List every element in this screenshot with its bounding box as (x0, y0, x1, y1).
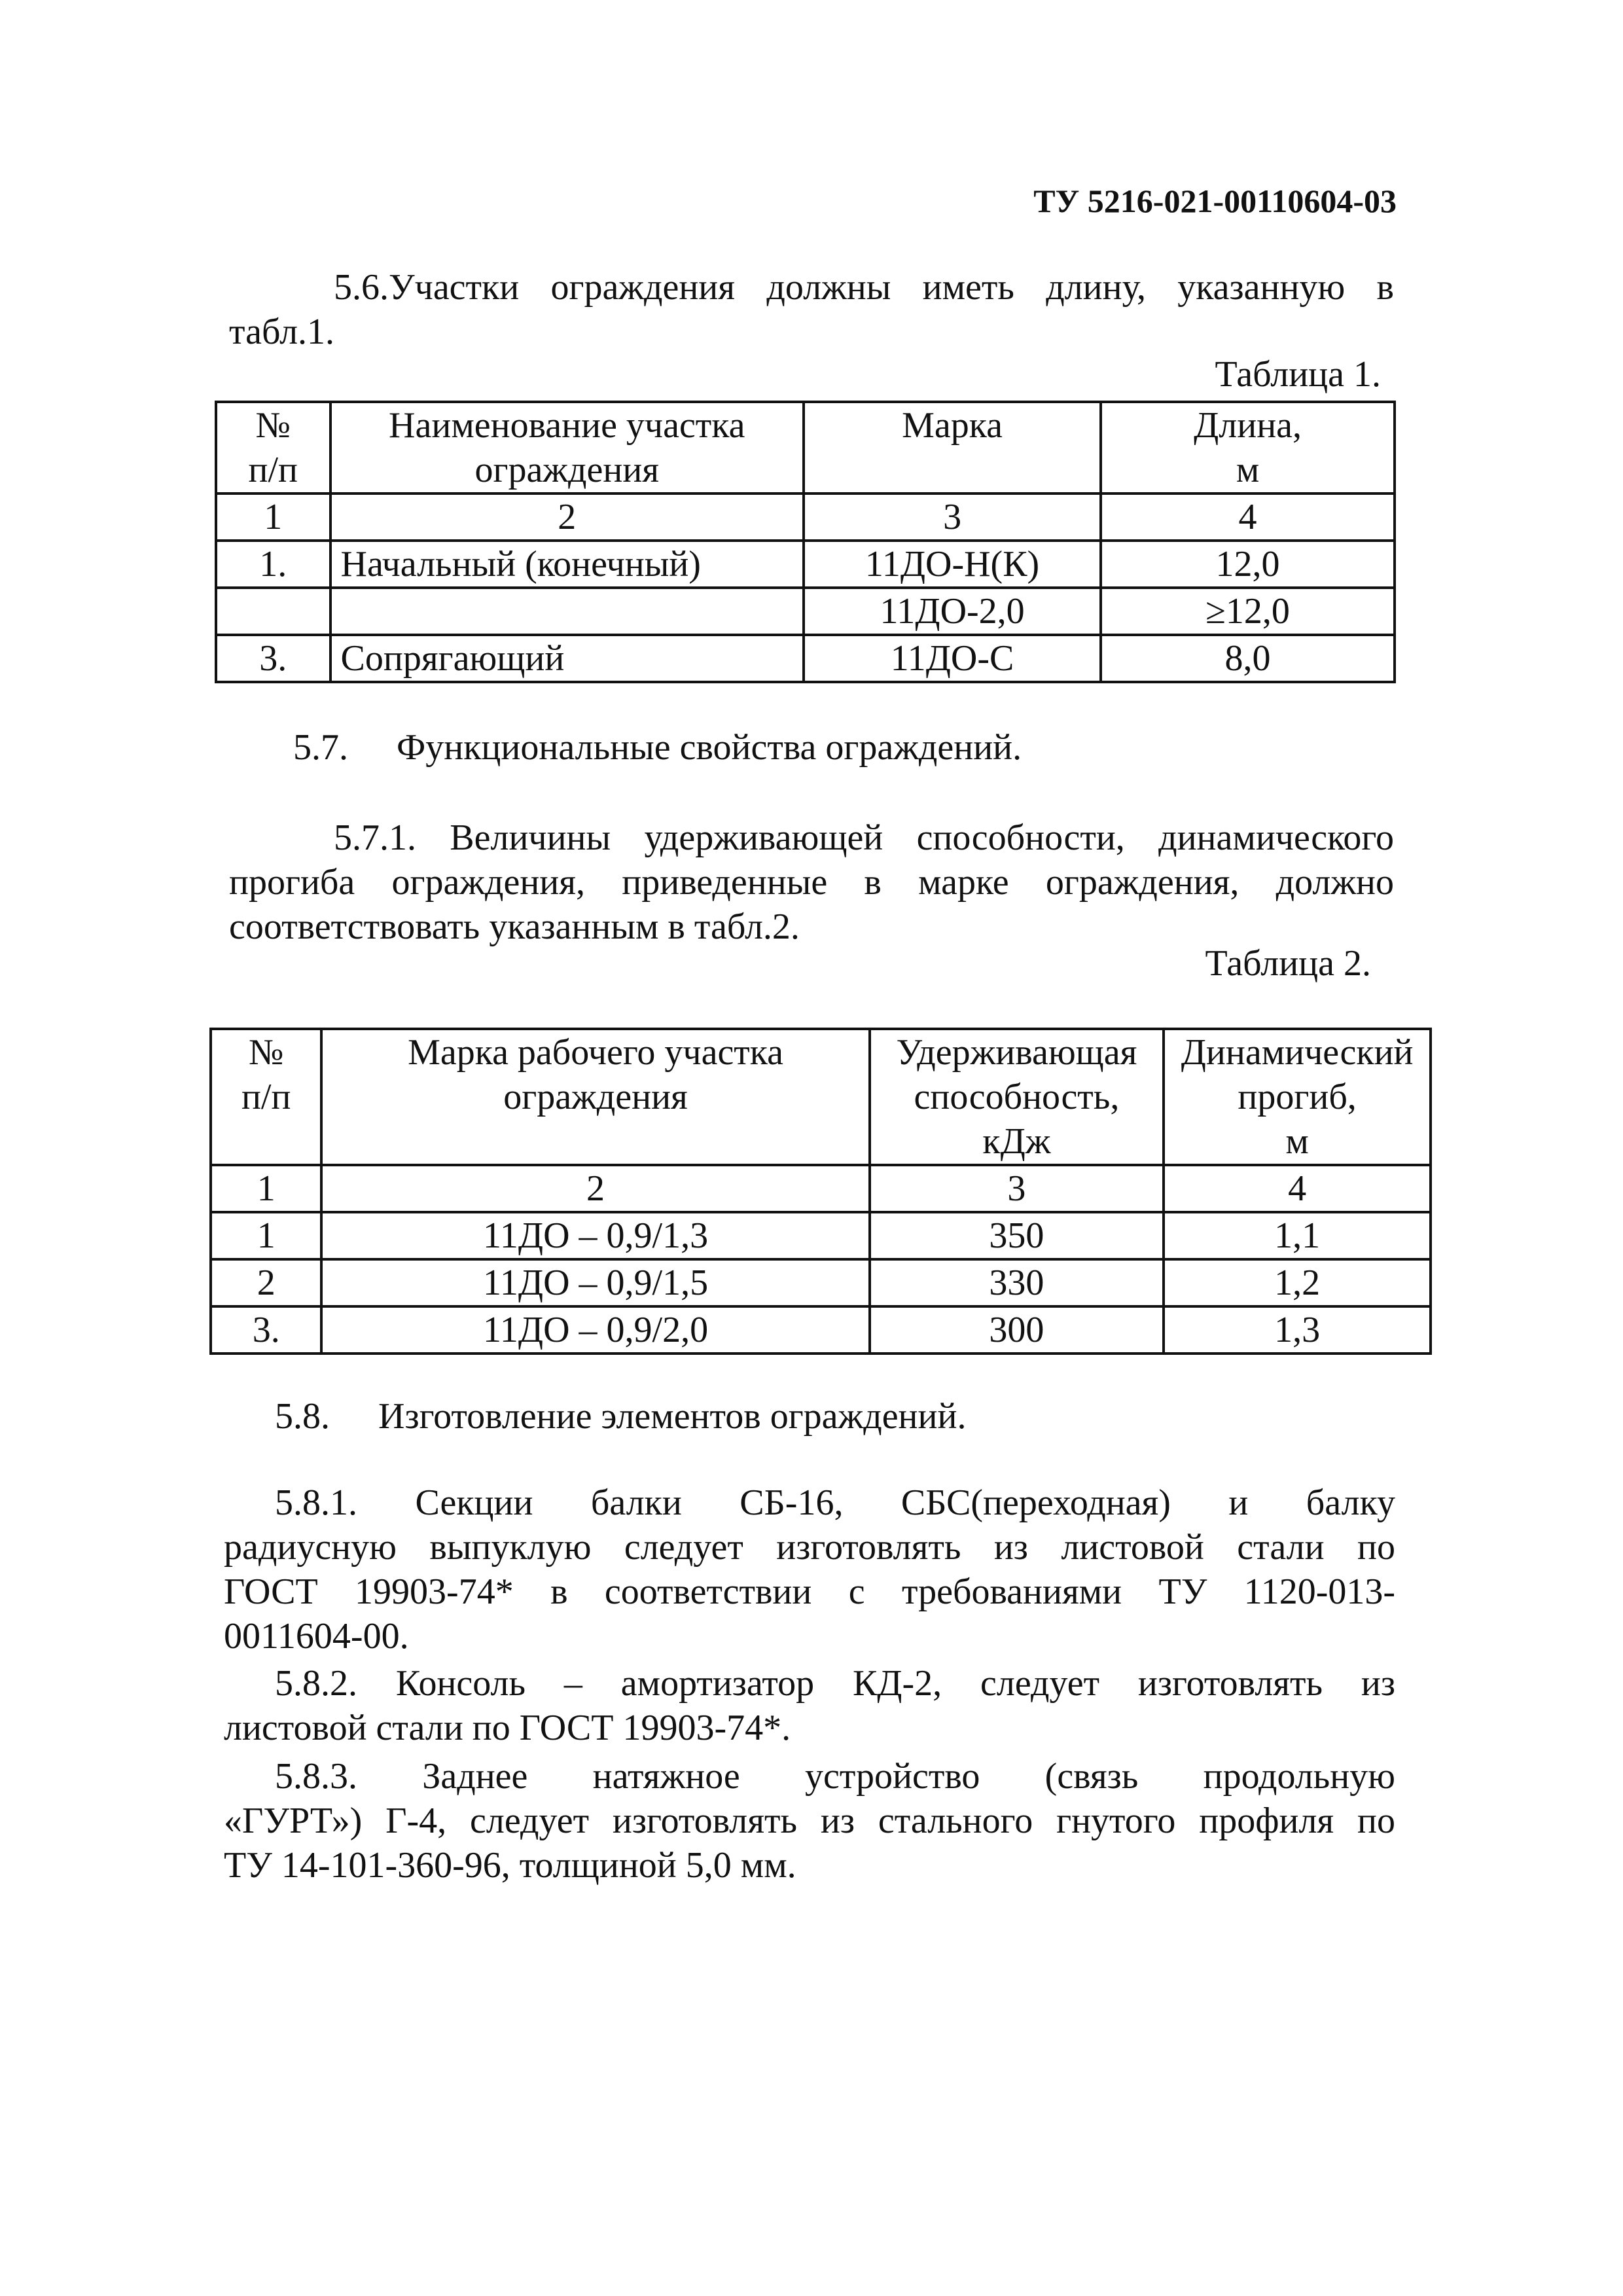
section-5-8-title: Изготовление элементов ограждений. (378, 1396, 967, 1437)
paragraph-5-8-2-line1: 5.8.2. Консоль – амортизатор КД-2, следует изготовлять из (275, 1663, 1395, 1704)
section-5-7-title: Функциональные свойства ограждений. (397, 727, 1022, 768)
table1-header-cell (804, 402, 1101, 493)
table1-header-cell (216, 402, 330, 493)
paragraph-5-6-line2: табл.1. (229, 312, 335, 352)
table1-header-cell (1101, 402, 1395, 493)
table2-header-text: Марка рабочего участка (408, 1032, 783, 1073)
table1-header-row (216, 402, 1395, 493)
paragraph-5-8-3 (224, 1754, 1395, 1888)
table2-header-text: ограждения (503, 1077, 688, 1117)
table2-header-text: способность, (914, 1077, 1120, 1117)
table2-cell: 11ДО – 0,9/1,3 (321, 1212, 869, 1259)
table1-cell: 11ДО-С (804, 635, 1101, 682)
table2-row (211, 1259, 1431, 1306)
section-5-8-heading (275, 1395, 966, 1437)
table2-cell: 350 (870, 1212, 1164, 1259)
table2-cell: 2 (211, 1259, 321, 1306)
table1-cell: 1. (216, 541, 330, 588)
table2-cell: 1 (211, 1212, 321, 1259)
table1-row (216, 541, 1395, 588)
paragraph-5-8-1 (224, 1480, 1395, 1659)
table1-row (216, 588, 1395, 635)
document-code: ТУ 5216-021-00110604-03 (1033, 183, 1397, 219)
table1-numbering-row (216, 493, 1395, 541)
table1-cell: 1 (216, 493, 330, 541)
paragraph-5-8-1-line2: радиусную выпуклую следует изготовлять из листовой стали по (224, 1527, 1395, 1568)
paragraph-5-8-3-line2: «ГУРТ») Г-4, следует изготовлять из стального гнутого профиля по (224, 1801, 1395, 1841)
table2-cell: 2 (321, 1165, 869, 1212)
paragraph-5-6 (229, 265, 1394, 354)
table1-header-text: п/п (248, 450, 298, 490)
table1-cell: 12,0 (1101, 541, 1395, 588)
table2-header-row (211, 1029, 1431, 1165)
table2-header-cell (1164, 1029, 1431, 1165)
table1-header-text: ограждения (474, 450, 660, 490)
paragraph-5-8-3-line1: 5.8.3. Заднее натяжное устройство (связь продольную (275, 1756, 1395, 1797)
table1-header-text: Наименование участка (389, 405, 745, 446)
table2-cell: 11ДО – 0,9/2,0 (321, 1306, 869, 1354)
section-5-7-heading (293, 726, 1022, 768)
table1-caption: Таблица 1. (1215, 354, 1381, 395)
table1-header-text: м (1236, 450, 1260, 490)
section-5-8-number: 5.8. (275, 1396, 330, 1437)
table2 (209, 1028, 1432, 1355)
table2-cell: 4 (1164, 1165, 1431, 1212)
table2-cell: 1 (211, 1165, 321, 1212)
table1-cell: 3 (804, 493, 1101, 541)
paragraph-5-8-1-line3: ГОСТ 19903-74* в соответствии с требованиями ТУ 1120-013- (224, 1571, 1395, 1612)
table1-header-text: № (255, 405, 291, 446)
table1 (215, 401, 1396, 683)
table2-header-text: п/п (241, 1077, 291, 1117)
table2-cell: 1,1 (1164, 1212, 1431, 1259)
table2-cell: 330 (870, 1259, 1164, 1306)
table2-row (211, 1212, 1431, 1259)
paragraph-5-7-1-line1: 5.7.1. Величины удерживающей способности, динамического (334, 817, 1394, 858)
table1-cell: 8,0 (1101, 635, 1395, 682)
section-5-7-number: 5.7. (293, 727, 348, 768)
paragraph-5-7-1-line3: соответствовать указанным в табл.2. (229, 906, 800, 947)
table2-numbering-row (211, 1165, 1431, 1212)
table1-cell: ≥12,0 (1101, 588, 1395, 635)
table2-row (211, 1306, 1431, 1354)
table1-cell: 4 (1101, 493, 1395, 541)
paragraph-5-8-1-line4: 0011604-00. (224, 1616, 409, 1657)
table2-cell: 11ДО – 0,9/1,5 (321, 1259, 869, 1306)
table1-cell: 3. (216, 635, 330, 682)
table2-header-cell (870, 1029, 1164, 1165)
table1-cell (216, 588, 330, 635)
table1-cell: Сопрягающий (330, 635, 804, 682)
table2-header-text: Динамический (1181, 1032, 1414, 1073)
table1-cell: 11ДО-2,0 (804, 588, 1101, 635)
table1-header-text: Длина, (1194, 405, 1302, 446)
table2-cell: 3. (211, 1306, 321, 1354)
table2-header-cell (321, 1029, 869, 1165)
table1-row (216, 635, 1395, 682)
table2-cell: 3 (870, 1165, 1164, 1212)
paragraph-5-8-2-line2: листовой стали по ГОСТ 19903-74*. (224, 1708, 791, 1748)
table2-header-cell (211, 1029, 321, 1165)
table2-header-text: № (248, 1032, 284, 1073)
table2-cell: 1,2 (1164, 1259, 1431, 1306)
paragraph-5-7-1 (229, 816, 1394, 949)
table1-header-cell (330, 402, 804, 493)
table2-header-text: прогиб, (1238, 1077, 1357, 1117)
paragraph-5-7-1-line2: прогиба ограждения, приведенные в марке ограждения, должно (229, 862, 1394, 903)
paragraph-5-6-line1: 5.6.Участки ограждения должны иметь длину, указанную в (334, 267, 1394, 308)
paragraph-5-8-1-line1: 5.8.1. Секции балки СБ-16, СБС(переходная) и балку (275, 1482, 1395, 1523)
table1-cell: Начальный (конечный) (330, 541, 804, 588)
table2-header-text: Удерживающая (896, 1032, 1137, 1073)
table1-cell: 11ДО-Н(К) (804, 541, 1101, 588)
table1-header-text: Марка (902, 405, 1003, 446)
table2-cell: 300 (870, 1306, 1164, 1354)
table2-caption: Таблица 2. (1205, 943, 1371, 984)
table2-cell: 1,3 (1164, 1306, 1431, 1354)
table2-header-text: кДж (982, 1121, 1051, 1162)
paragraph-5-8-3-line3: ТУ 14-101-360-96, толщиной 5,0 мм. (224, 1845, 796, 1886)
paragraph-5-8-2 (224, 1661, 1395, 1750)
table1-cell (330, 588, 804, 635)
table1-cell: 2 (330, 493, 804, 541)
table2-header-text: м (1285, 1121, 1309, 1162)
